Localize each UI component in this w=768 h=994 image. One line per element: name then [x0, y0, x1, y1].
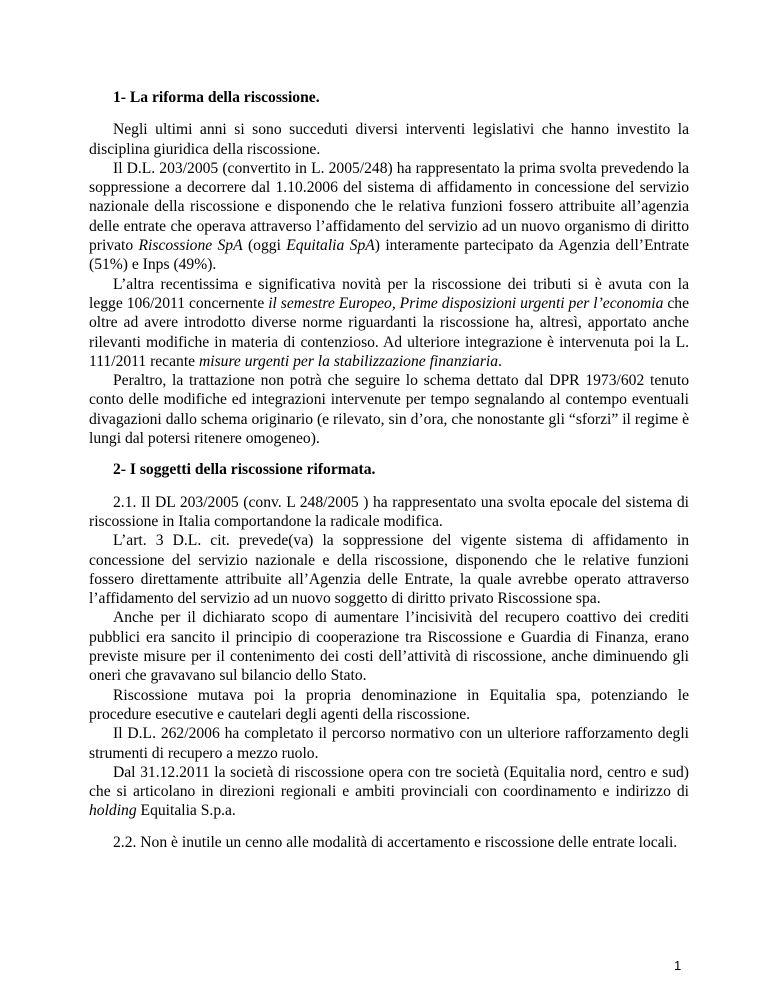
section-2-paragraph-7: 2.2. Non è inutile un cenno alle modalità di accertamento e riscossione delle entrate locali.	[113, 833, 678, 851]
paragraph-gap	[89, 821, 689, 833]
text-run: ) interamente partecipato da Agenzia dell’Entrate (51%) e Inps (49%).	[89, 237, 689, 274]
text-run: Equitalia S.p.a.	[136, 802, 236, 820]
italic-term: Riscossione SpA	[138, 237, 243, 255]
text-run: L’altra recentissima e significativa novità per la riscossione dei tributi si è avuta con la legge 106/2011 concernente	[89, 275, 689, 312]
section-2-paragraph-6	[89, 763, 689, 821]
document-body	[89, 88, 689, 852]
section-1-paragraph-1: Negli ultimi anni si sono succeduti diversi interventi legislativi che hanno investito la disciplina giuridica della riscossione.	[89, 121, 689, 158]
section-1-paragraph-2	[89, 159, 689, 275]
text-run: Dal 31.12.2011 la società di riscossione opera con tre società (Equitalia nord, centro e sud) che si articolano in direzioni regionali e ambiti provinciali con coordinamento e indirizzo di	[89, 763, 689, 801]
italic-term: holding	[89, 802, 137, 820]
section-2-paragraph-1: 2.1. Il DL 203/2005 (conv. L 248/2005 ) ha rappresentato una svolta epocale del sistema di riscossione in Italia comportandone la radicale modifica.	[89, 493, 689, 530]
section-gap	[89, 448, 689, 460]
text-run: .	[498, 352, 502, 370]
italic-term: Equitalia SpA	[286, 237, 375, 255]
section-2-paragraph-4: Riscossione mutava poi la propria denominazione in Equitalia spa, potenziando le procedure esecutive e cautelari degli agenti della riscossione.	[89, 686, 689, 723]
section-1-paragraph-3	[89, 275, 689, 371]
section-1-heading: 1- La riforma della riscossione.	[113, 89, 320, 106]
section-1-paragraph-4: Peraltro, la trattazione non potrà che seguire lo schema dettato dal DPR 1973/602 tenuto conto delle modifiche ed integrazioni intervenute per tempo segnalando al contempo eventuali divagazioni dallo schema originario (e rilevato, sin d’ora, che nonostante gli “sforzi” il regime è lungi dal potersi ritenere omogeneo).	[89, 372, 689, 448]
italic-term: il semestre Europeo, Prime disposizioni urgenti per l’economia	[268, 294, 664, 312]
section-2-paragraph-2: L’art. 3 D.L. cit. prevede(va) la soppressione del vigente sistema di affidamento in concessione del servizio nazionale e della riscossione, disponendo che le relative funzioni fossero direttamente attribuite all’Agenzia delle Entrate, la quale avrebbe operato attraverso l’affidamento del servizio ad un nuovo soggetto di diritto privato Riscossione spa.	[89, 532, 689, 608]
page-number: 1	[674, 958, 682, 973]
section-2-heading: 2- I soggetti della riscossione riformata.	[113, 461, 376, 479]
section-2-paragraph-3: Anche per il dichiarato scopo di aumentare l’incisività del recupero coattivo dei crediti pubblici era sancito il principio di cooperazione tra Riscossione e Guardia di Finanza, erano previste misure per il contenimento dei costi dell’attività di riscossione, anche diminuendo gli oneri che gravavano sul bilancio dello Stato.	[89, 609, 689, 685]
text-run: che oltre ad avere introdotto diverse norme riguardanti la riscossione ha, altresì, apportato anche rilevanti modifiche in materia di contenzioso. Ad ulteriore integrazione è intervenuta poi la L. 111/2011 recante	[89, 294, 689, 370]
text-run: Il D.L. 203/2005 (convertito in L. 2005/248) ha rappresentato la prima svolta prevedendo la soppressione a decorrere dal 1.10.2006 del sistema di affidamento in concessione del servizio nazionale della riscossione e disponendo che le relativa funzioni fossero attribuite all’agenzia delle entrate che operava attraverso l’affidamento del servizio ad un nuovo organismo di diritto privato	[89, 159, 689, 255]
section-2-paragraph-5: Il D.L. 262/2006 ha completato il percorso normativo con un ulteriore rafforzamento degli strumenti di recupero a mezzo ruolo.	[89, 725, 689, 762]
italic-term: misure urgenti per la stabilizzazione finanziaria	[198, 352, 499, 370]
text-run: (oggi	[242, 237, 287, 255]
